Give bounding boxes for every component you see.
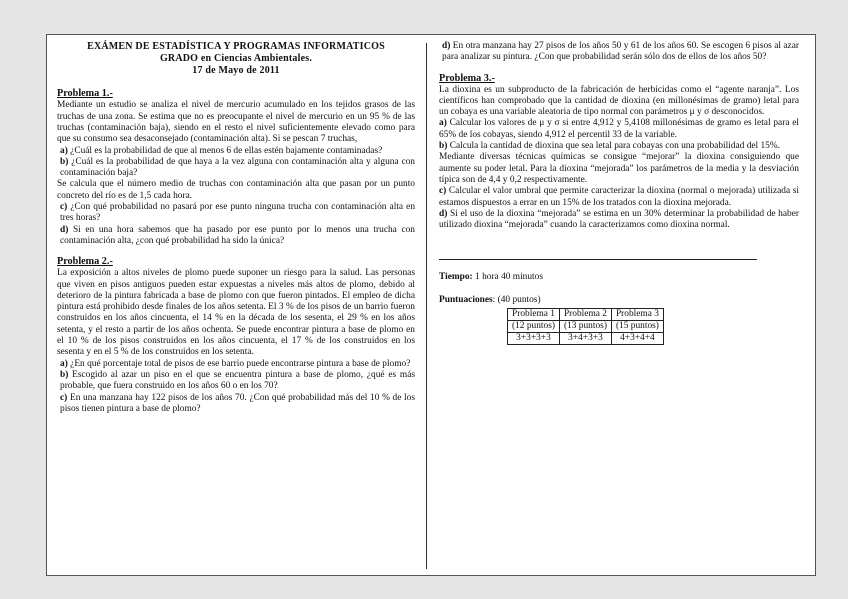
problem-2-part-c bbox=[57, 393, 415, 416]
problem-1-mid: Se calcula que el número medio de truchas con contaminación alta que pasan por un punto concreto del río es de 1,5 cada hora. bbox=[57, 179, 415, 201]
part-label: c) bbox=[60, 392, 68, 403]
part-text: ¿En qué porcentaje total de pisos de ese barrio puede encontrarse pintura a base de plomo? bbox=[70, 358, 411, 369]
part-text: Calcular el valor umbral que permite caracterizar la dioxina (normal o mejorada) utilizada si estamos dispuestos a errar en un 15% de los tratados con la dioxina mejorada. bbox=[439, 186, 799, 208]
problem-3 bbox=[439, 73, 799, 232]
table-cell: 4+3+4+4 bbox=[611, 333, 663, 345]
left-column bbox=[57, 41, 415, 415]
part-text: ¿Cuál es la probabilidad de que haya a la vez alguna con contaminación alta y alguna con contaminación baja? bbox=[60, 156, 415, 179]
problem-2 bbox=[57, 256, 415, 415]
puntuaciones-label: Puntuaciones bbox=[439, 294, 493, 305]
problem-1-title: Problema 1.- bbox=[57, 88, 113, 100]
right-column bbox=[439, 41, 799, 345]
exam-degree: GRADO en Ciencias Ambientales. bbox=[159, 52, 313, 64]
problem-1-part-b bbox=[57, 157, 415, 180]
part-text: Si en una hora sabemos que ha pasado por ese punto por lo menos una trucha con contaminación alta, ¿con qué probabilidad ha sido la única? bbox=[60, 224, 415, 246]
problem-3-part-b bbox=[439, 141, 799, 152]
scores-table bbox=[507, 308, 664, 345]
puntuaciones-value: : (40 puntos) bbox=[492, 294, 541, 305]
part-text: En una manzana hay 122 pisos de los años 70. ¿Con qué probabilidad más del 10 % de los pisos tienen pintura a base de plomo? bbox=[60, 392, 415, 414]
part-label: a) bbox=[439, 118, 447, 129]
part-label: b) bbox=[60, 369, 69, 380]
tiempo-line bbox=[439, 272, 799, 283]
part-text: Si el uso de la dioxina “mejorada” se estima en un 30% determinar la probabilidad de haber utilizado dioxina “mejorada” cuando la caracterizamos como dioxina normal. bbox=[439, 208, 800, 231]
problem-3-title: Problema 3.- bbox=[439, 72, 495, 84]
problem-3-part-a bbox=[439, 118, 799, 141]
table-cell: 3+4+3+3 bbox=[559, 333, 611, 345]
problem-2-title: Problema 2.- bbox=[57, 256, 113, 268]
part-text: ¿Cuál es la probabilidad de que al menos 6 de ellas estén bajamente contaminadas? bbox=[70, 145, 383, 156]
problem-1 bbox=[57, 88, 415, 247]
part-label: d) bbox=[439, 208, 448, 219]
part-label: a) bbox=[60, 145, 68, 156]
problem-1-part-a bbox=[57, 146, 415, 157]
part-text: Escogido al azar un piso en el que se encuentra pintura a base de plomo, ¿qué es más probable, que fuera construido en los años 60 o en los 70? bbox=[60, 369, 416, 392]
part-label: b) bbox=[439, 141, 448, 152]
table-cell: (13 puntos) bbox=[559, 321, 611, 333]
problem-2-intro: La exposición a altos niveles de plomo puede suponer un riesgo para la salud. Las personas que viven en pisos antiguos pueden estar expuestas a niveles más altos de plomo, debido al deterioro de la pintura fabricada a base de plomo con que fueron pintados. El empleo de dicha pintura está prohibido desde finales de los años setenta. El 3 % de los pisos de un barrio fueron construidos en los años cincuenta, el 14 % en la década de los sesenta, el 29 % en los años setenta, y el resto a partir de los años ochenta. Se puede encontrar pintura a base de plomo en el 10 % de los pisos construidos en los años cincuenta, el 17 % de los construidos en los sesenta y en el 5 % de los construidos en los setenta. bbox=[57, 268, 415, 358]
table-cell: (12 puntos) bbox=[508, 321, 560, 333]
problem-3-intro: La dioxina es un subproducto de la fabricación de herbicidas como el “agente naranja”. Los científicos han comprobado que la cantidad de dioxina (en millonésimas de gramo) letal para un cobaya es una variable aleatoria de tipo normal con parámetros μ y σ desconocidos. bbox=[439, 84, 799, 118]
table-cell: Problema 2 bbox=[559, 309, 611, 321]
problem-1-intro: Mediante un estudio se analiza el nivel de mercurio acumulado en los tejidos grasos de las truchas de una zona. Se estima que no es preocupante el nivel de mercurio en un 95 % de las truchas (contaminación baja), siendo en el resto el nivel suficientemente elevado como para que su consumo sea desaconsejado (contaminación alta). Si se pescan 7 truchas, bbox=[57, 100, 415, 145]
table-cell: Problema 3 bbox=[611, 309, 663, 321]
exam-title: EXÁMEN DE ESTADÍSTICA Y PROGRAMAS INFORMATICOS bbox=[87, 41, 385, 52]
table-row bbox=[508, 333, 664, 345]
table-cell: (15 puntos) bbox=[611, 321, 663, 333]
problem-1-part-c bbox=[57, 202, 415, 225]
problem-2-part-d bbox=[439, 41, 799, 64]
problem-3-mid: Mediante diversas técnicas químicas se consigue “mejorar” la dioxina consiguiendo que aumente su poder letal. Para la dioxina “mejorada” los parámetros de la media y la desviación típica son de 4,4 y 0,2 respectivamente. bbox=[439, 152, 799, 185]
part-label: d) bbox=[442, 41, 451, 51]
part-text: Calcular los valores de μ y σ si entre 4,912 y 5,4108 millonésimas de gramo es letal para el 65% de los cobayas, siendo 4,912 el percentil 33 de la variable. bbox=[439, 118, 800, 140]
problem-2-part-a bbox=[57, 359, 415, 370]
problem-3-part-d bbox=[439, 209, 799, 232]
table-row bbox=[508, 309, 664, 321]
problem-1-part-d bbox=[57, 225, 415, 248]
part-label: a) bbox=[60, 358, 68, 369]
puntuaciones-line bbox=[439, 295, 799, 306]
table-cell: Problema 1 bbox=[508, 309, 560, 321]
part-label: c) bbox=[60, 202, 68, 213]
table-cell: 3+3+3+3 bbox=[508, 333, 560, 345]
part-label: b) bbox=[60, 156, 69, 167]
problem-2-part-b bbox=[57, 370, 415, 393]
section-rule bbox=[439, 259, 757, 260]
table-row bbox=[508, 321, 664, 333]
part-text: En otra manzana hay 27 pisos de los años 50 y 61 de los años 60. Se escogen 6 pisos al azar para analizar su pintura. ¿Con que probabilidad serán sólo dos de ellos de los años 50? bbox=[442, 41, 800, 63]
problem-3-part-c bbox=[439, 186, 799, 209]
part-text: ¿Con qué probabilidad no pasará por ese punto ninguna trucha con contaminación alta en tres horas? bbox=[60, 202, 416, 224]
column-divider bbox=[426, 43, 427, 569]
tiempo-value: 1 hora 40 minutos bbox=[475, 272, 543, 283]
exam-page bbox=[46, 34, 816, 576]
tiempo-label: Tiempo: bbox=[439, 272, 473, 283]
exam-date: 17 de Mayo de 2011 bbox=[192, 64, 280, 76]
exam-header bbox=[57, 41, 415, 76]
part-label: c) bbox=[439, 186, 447, 197]
part-text: Calcula la cantidad de dioxina que sea letal para cobayas con una probabilidad del 15%. bbox=[449, 141, 781, 152]
part-label: d) bbox=[60, 224, 69, 235]
